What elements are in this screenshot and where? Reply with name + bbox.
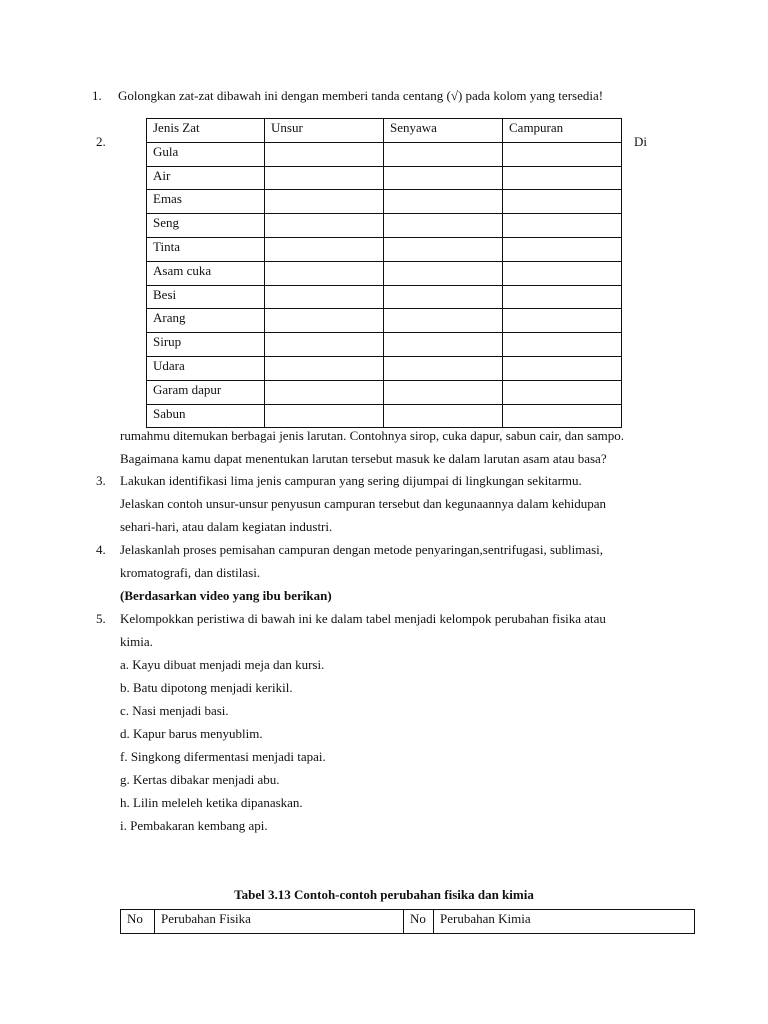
substance-name: Sabun xyxy=(147,404,265,428)
header-senyawa: Senyawa xyxy=(384,119,503,143)
q3-line-1: Lakukan identifikasi lima jenis campuran yang sering dijumpai di lingkungan sekitarmu. xyxy=(120,473,582,488)
q2-line-2: Bagaimana kamu dapat menentukan larutan tersebut masuk ke dalam larutan asam atau basa? xyxy=(120,451,607,466)
q4-number: 4. xyxy=(96,542,106,557)
q2-line-1: rumahmu ditemukan berbagai jenis larutan. Contohnya sirop, cuka dapur, sabun cair, dan sampo. xyxy=(120,428,625,443)
senyawa-cell[interactable] xyxy=(384,237,503,261)
table-row xyxy=(147,237,622,261)
table-row xyxy=(147,380,622,404)
unsur-cell[interactable] xyxy=(265,190,384,214)
table-row xyxy=(147,285,622,309)
substance-table xyxy=(146,118,622,428)
table-row xyxy=(147,333,622,357)
unsur-cell[interactable] xyxy=(265,404,384,428)
table-row xyxy=(147,214,622,238)
substance-name: Asam cuka xyxy=(147,261,265,285)
unsur-cell[interactable] xyxy=(265,380,384,404)
substance-name: Air xyxy=(147,166,265,190)
q5-item: b. Batu dipotong menjadi kerikil. xyxy=(120,680,293,695)
campuran-cell[interactable] xyxy=(503,214,622,238)
q5-line-2: kimia. xyxy=(120,634,153,649)
campuran-cell[interactable] xyxy=(503,190,622,214)
senyawa-cell[interactable] xyxy=(384,356,503,380)
substance-name: Seng xyxy=(147,214,265,238)
table-row xyxy=(147,404,622,428)
table-row xyxy=(147,190,622,214)
q3-line-3: sehari-hari, atau dalam kegiatan industri. xyxy=(120,519,333,534)
campuran-cell[interactable] xyxy=(503,356,622,380)
campuran-cell[interactable] xyxy=(503,309,622,333)
senyawa-cell[interactable] xyxy=(384,166,503,190)
unsur-cell[interactable] xyxy=(265,309,384,333)
q5-item: d. Kapur barus menyublim. xyxy=(120,726,263,741)
unsur-cell[interactable] xyxy=(265,237,384,261)
senyawa-cell[interactable] xyxy=(384,285,503,309)
campuran-cell[interactable] xyxy=(503,404,622,428)
header-campuran: Campuran xyxy=(503,119,622,143)
q2-lead: Di xyxy=(634,134,647,149)
unsur-cell[interactable] xyxy=(265,261,384,285)
q5-item: c. Nasi menjadi basi. xyxy=(120,703,229,718)
substance-name: Tinta xyxy=(147,237,265,261)
header-unsur: Unsur xyxy=(265,119,384,143)
campuran-cell[interactable] xyxy=(503,142,622,166)
senyawa-cell[interactable] xyxy=(384,261,503,285)
substance-name: Emas xyxy=(147,190,265,214)
substance-name: Udara xyxy=(147,356,265,380)
header-jenis-zat: Jenis Zat xyxy=(147,119,265,143)
table-313-caption: Tabel 3.13 Contoh-contoh perubahan fisika dan kimia xyxy=(234,887,534,902)
table-row xyxy=(147,356,622,380)
senyawa-cell[interactable] xyxy=(384,190,503,214)
physical-chemical-change-table xyxy=(120,909,695,934)
q2-number: 2. xyxy=(96,134,106,149)
q1-number: 1. xyxy=(92,88,102,103)
header-no-kimia: No xyxy=(404,910,434,934)
senyawa-cell[interactable] xyxy=(384,404,503,428)
senyawa-cell[interactable] xyxy=(384,380,503,404)
substance-name: Sirup xyxy=(147,333,265,357)
q4-line-2: kromatografi, dan distilasi. xyxy=(120,565,261,580)
senyawa-cell[interactable] xyxy=(384,333,503,357)
unsur-cell[interactable] xyxy=(265,142,384,166)
senyawa-cell[interactable] xyxy=(384,309,503,333)
substance-name: Garam dapur xyxy=(147,380,265,404)
campuran-cell[interactable] xyxy=(503,380,622,404)
q3-line-2: Jelaskan contoh unsur-unsur penyusun campuran tersebut dan kegunaannya dalam kehidupan xyxy=(120,496,607,511)
campuran-cell[interactable] xyxy=(503,285,622,309)
unsur-cell[interactable] xyxy=(265,356,384,380)
table-row xyxy=(147,309,622,333)
substance-name: Arang xyxy=(147,309,265,333)
senyawa-cell[interactable] xyxy=(384,142,503,166)
substance-name: Gula xyxy=(147,142,265,166)
substance-name: Besi xyxy=(147,285,265,309)
q5-item: a. Kayu dibuat menjadi meja dan kursi. xyxy=(120,657,325,672)
q4-note: (Berdasarkan video yang ibu berikan) xyxy=(120,588,332,603)
unsur-cell[interactable] xyxy=(265,214,384,238)
campuran-cell[interactable] xyxy=(503,333,622,357)
table-header-row xyxy=(147,119,622,143)
q5-item: h. Lilin meleleh ketika dipanaskan. xyxy=(120,795,303,810)
unsur-cell[interactable] xyxy=(265,166,384,190)
q5-item: f. Singkong difermentasi menjadi tapai. xyxy=(120,749,326,764)
campuran-cell[interactable] xyxy=(503,166,622,190)
q5-item: i. Pembakaran kembang api. xyxy=(120,818,268,833)
campuran-cell[interactable] xyxy=(503,237,622,261)
q5-number: 5. xyxy=(96,611,106,626)
table-header-row xyxy=(121,910,695,934)
header-no-fisika: No xyxy=(121,910,155,934)
header-perubahan-kimia: Perubahan Kimia xyxy=(434,910,695,934)
table-row xyxy=(147,142,622,166)
table-row xyxy=(147,261,622,285)
unsur-cell[interactable] xyxy=(265,333,384,357)
table-row xyxy=(147,166,622,190)
q4-line-1: Jelaskanlah proses pemisahan campuran dengan metode penyaringan,sentrifugasi, sublimasi, xyxy=(120,542,604,557)
q3-number: 3. xyxy=(96,473,106,488)
header-perubahan-fisika: Perubahan Fisika xyxy=(155,910,404,934)
campuran-cell[interactable] xyxy=(503,261,622,285)
senyawa-cell[interactable] xyxy=(384,214,503,238)
q5-line-1: Kelompokkan peristiwa di bawah ini ke dalam tabel menjadi kelompok perubahan fisika atau xyxy=(120,611,606,626)
q1-text: Golongkan zat-zat dibawah ini dengan memberi tanda centang (√) pada kolom yang tersedia! xyxy=(118,88,604,103)
unsur-cell[interactable] xyxy=(265,285,384,309)
q5-item: g. Kertas dibakar menjadi abu. xyxy=(120,772,280,787)
